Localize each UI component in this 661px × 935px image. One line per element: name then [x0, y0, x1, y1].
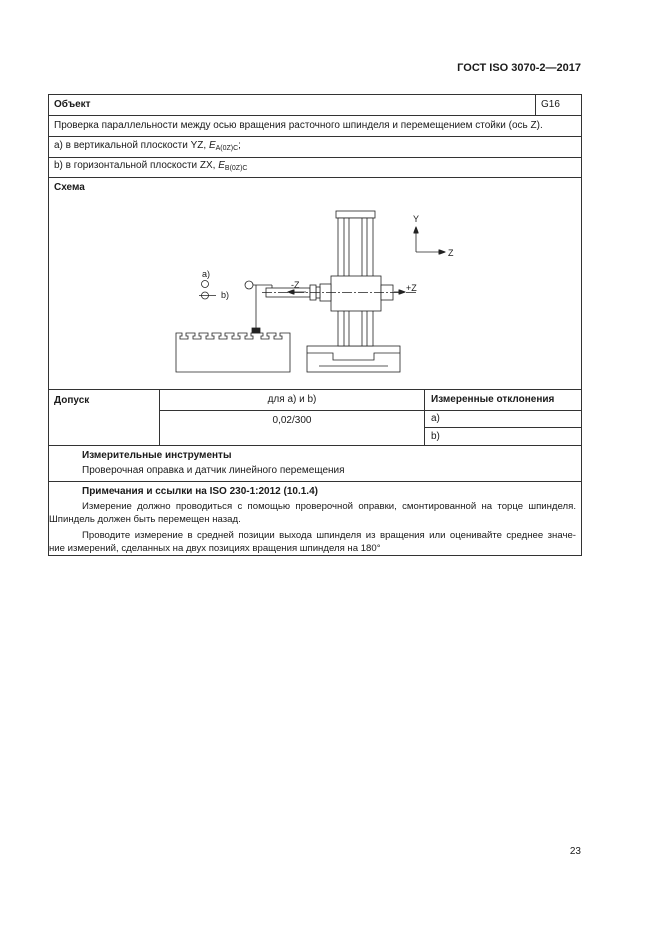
item-a-row: [49, 137, 581, 158]
test-sheet-table: [48, 94, 582, 556]
symbol-a: [202, 281, 209, 288]
label-a: a): [202, 269, 211, 279]
column-cap: [336, 211, 375, 218]
item-b-subscript: B(0Z)C: [224, 165, 248, 172]
plus-z-label: +Z: [406, 283, 417, 293]
notes-paragraph: [49, 529, 576, 555]
symbol-b: [199, 292, 216, 299]
item-b-text: [54, 160, 247, 175]
tolerance-applies-to: для a) и b): [160, 390, 425, 411]
notes-line: Шпиндель должен быть перемещен назад.: [49, 514, 241, 525]
measured-deviations-label: Измеренные отклонения: [425, 390, 581, 411]
schema-label: Схема: [54, 182, 85, 193]
label-b: b): [221, 290, 230, 300]
tolerance-value: 0,02/300: [160, 411, 425, 445]
notes-title: Примечания и ссылки на ISO 230-1:2012 (10.1.4): [82, 486, 318, 497]
instruments-text: Проверочная оправка и датчик линейного перемещения: [82, 465, 345, 476]
minus-z-label: -Z: [291, 280, 300, 290]
dial-indicator: [245, 281, 253, 289]
item-a-prefix: a) в вертикальной плоскости YZ,: [54, 139, 209, 151]
description-row: [49, 116, 581, 137]
object-row: [49, 95, 581, 116]
machine-base: [307, 346, 400, 372]
worktable: [176, 333, 290, 372]
measured-b: b): [431, 430, 440, 442]
indicator-base: [252, 328, 260, 333]
notes-line: Измерение должно проводиться с помощью проверочной оправки, смонтированной на торце шпинделя.: [82, 501, 576, 512]
check-description: Проверка параллельности между осью вращения расточного шпинделя и перемещением стойки (ось Z).: [54, 120, 543, 131]
tolerance-row: [49, 390, 581, 446]
schema-row: [49, 178, 581, 390]
instruments-row: [49, 446, 581, 482]
axis-z-label: Z: [448, 248, 454, 258]
notes-row: [49, 482, 581, 555]
machine-base-body: [307, 346, 400, 372]
item-a-suffix: ;: [238, 139, 241, 151]
notes-line: Проводите измерение в средней позиции выхода шпинделя из вращения или оценивайте среднее значе-: [82, 530, 576, 541]
item-b-prefix: b) в горизонтальной плоскости ZX,: [54, 160, 219, 171]
object-code-cell: [535, 95, 581, 115]
item-a-text: [54, 140, 241, 155]
instruments-title: Измерительные инструменты: [82, 450, 232, 461]
schema-drawing: [49, 178, 581, 389]
object-label: Объект: [54, 99, 91, 110]
notes-paragraph: [49, 500, 576, 526]
item-a-subscript: A(0Z)C: [215, 144, 239, 152]
tolerance-label: Допуск: [49, 390, 160, 445]
page-number: 23: [569, 846, 581, 857]
document-code: ГОСТ ISO 3070-2—2017: [457, 62, 581, 74]
object-code: G16: [541, 99, 560, 110]
item-b-symbol: E: [218, 160, 225, 171]
axis-y-label: Y: [413, 214, 420, 224]
item-b-row: [49, 158, 581, 178]
notes-line: ние измерений, сделанных на двух позициях вращения шпинделя на 180°: [49, 543, 381, 554]
spindle-head: [331, 276, 381, 311]
item-a-symbol: E: [208, 139, 216, 151]
measured-a: a): [425, 411, 581, 428]
